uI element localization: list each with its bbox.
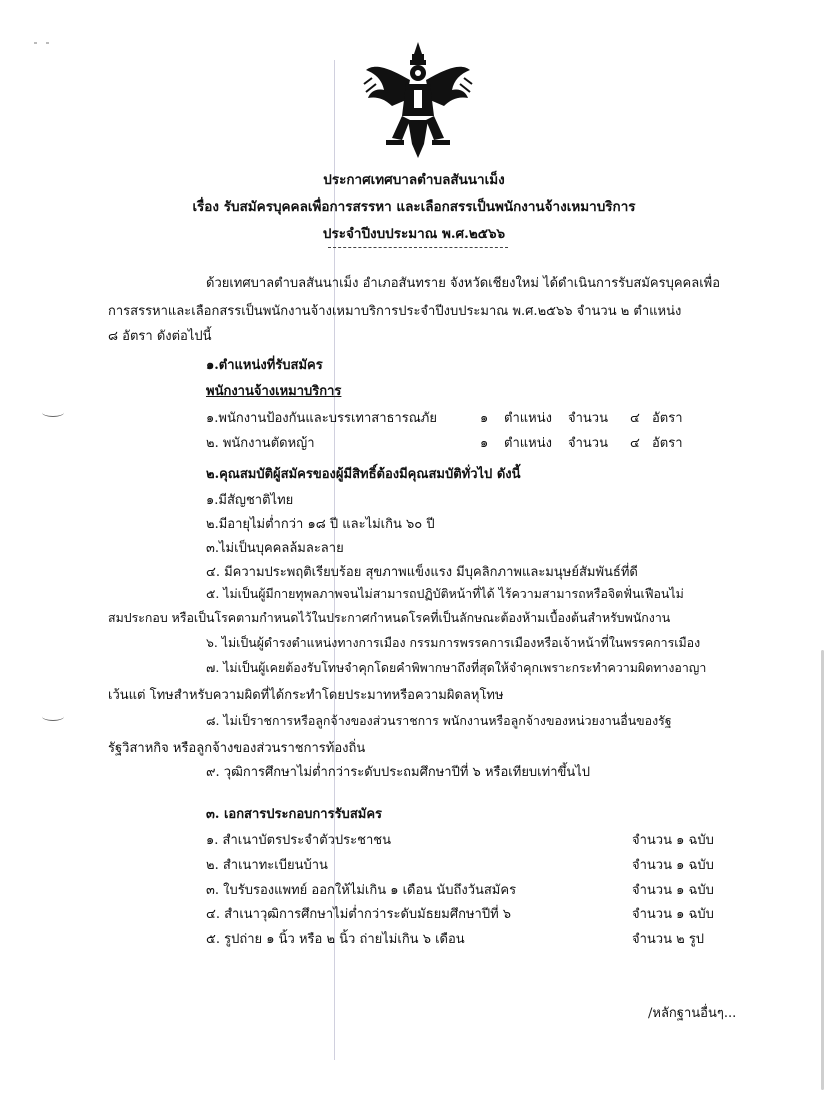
position-qty: ๔: [630, 411, 640, 426]
punch-hole-mark: [42, 408, 64, 417]
qualification-item: ๗. ไม่เป็นผู้เคยต้องรับโทษจำคุกโดยคำพิพากษาถึงที่สุดให้จำคุกเพราะกระทำความผิดทางอาญา: [206, 660, 707, 675]
qualification-item: ๙. วุฒิการศึกษาไม่ต่ำกว่าระดับประถมศึกษาปีที่ ๖ หรือเทียบเท่าขึ้นไป: [206, 765, 591, 780]
punch-hole-mark: [42, 712, 64, 721]
qualification-item: ๘. ไม่เป็ราชการหรือลูกจ้างของส่วนราชการ พนักงานหรือลูกจ้างของหน่วยงานอื่นของรัฐ: [206, 713, 672, 728]
section1-title: ๑.ตำแหน่งที่รับสมัคร: [206, 358, 323, 373]
document-item: ๔. สำเนาวุฒิการศึกษาไม่ต่ำกว่าระดับมัธยมศึกษาปีที่ ๖: [206, 907, 512, 922]
intro-line-2: การสรรหาและเลือกสรรเป็นพนักงานจ้างเหมาบริการประจำปีงบประมาณ พ.ศ.๒๕๖๖ จำนวน ๒ ตำแหน่ง: [108, 304, 682, 319]
section2-title: ๒.คุณสมบัติผู้สมัครของผู้มีสิทธิ์ต้องมีคุณสมบัติทั่วไป ดังนี้: [206, 467, 521, 482]
scan-speck: [34, 42, 37, 44]
position-unit: ตำแหน่ง: [504, 411, 552, 426]
intro-line-3: ๘ อัตรา ดังต่อไปนี้: [108, 329, 212, 344]
header-divider: [328, 247, 508, 248]
document-qty: จำนวน ๑ ฉบับ: [632, 883, 714, 898]
qualification-item: ๒.มีอายุไม่ต่ำกว่า ๑๘ ปี และไม่เกิน ๖๐ ปี: [206, 517, 435, 532]
section3-title: ๓. เอกสารประกอบการรับสมัคร: [206, 807, 382, 822]
document-item: ๓. ใบรับรองแพทย์ ออกให้ไม่เกิน ๑ เดือน นับถึงวันสมัคร: [206, 883, 517, 898]
qualification-item: ๓.ไม่เป็นบุคคลล้มละลาย: [206, 541, 344, 556]
scan-speck: [46, 42, 49, 44]
announcement-org: ประกาศเทศบาลตำบลสันนาเม็ง: [323, 172, 505, 188]
position-count: ๑: [480, 436, 489, 451]
announcement-subject: เรื่อง รับสมัครบุคคลเพื่อการสรรหา และเลือกสรรเป็นพนักงานจ้างเหมาบริการ: [192, 199, 636, 215]
intro-line-1: ด้วยเทศบาลตำบลสันนาเม็ง อำเภอสันทราย จังหวัดเชียงใหม่ ได้ดำเนินการรับสมัครบุคคลเพื่อ: [206, 276, 721, 291]
document-item: ๒. สำเนาทะเบียนบ้าน: [206, 858, 328, 873]
position-qty: ๔: [630, 436, 640, 451]
document-item: ๕. รูปถ่าย ๑ นิ้ว หรือ ๒ นิ้ว ถ่ายไม่เกิน ๖ เดือน: [206, 932, 465, 947]
qualification-item-cont: เว้นแต่ โทษสำหรับความผิดที่ได้กระทำโดยประมาทหรือความผิดลหุโทษ: [108, 688, 504, 703]
document-item: ๑. สำเนาบัตรประจำตัวประชาชน: [206, 833, 391, 848]
document-qty: จำนวน ๒ รูป: [632, 932, 705, 947]
qualification-item-cont: สมประกอบ หรือเป็นโรคตามกำหนดไว้ในประกาศกำหนดโรคที่เป็นลักษณะต้องห้ามเบื้องต้นสำหรับพนักงาน: [108, 610, 671, 625]
qualification-item: ๑.มีสัญชาติไทย: [206, 493, 294, 508]
position-qty-label: จำนวน: [568, 436, 608, 451]
qualification-item: ๕. ไม่เป็นผู้มีกายทุพลภาพจนไม่สามารถปฏิบัติหน้าที่ได้ ไร้ความสามารถหรือจิตฟั่นเฟือนไม่: [206, 586, 684, 601]
qualification-item: ๖. ไม่เป็นผู้ดำรงตำแหน่งทางการเมือง กรรมการพรรคการเมืองหรือเจ้าหน้าที่ในพรรคการเมือง: [206, 635, 701, 650]
announcement-year: ประจำปีงบประมาณ พ.ศ.๒๕๖๖: [322, 226, 506, 242]
document-qty: จำนวน ๑ ฉบับ: [632, 833, 714, 848]
position-qty-unit: อัตรา: [652, 411, 683, 426]
document-qty: จำนวน ๑ ฉบับ: [632, 907, 714, 922]
position-name: ๑.พนักงานป้องกันและบรรเทาสาธารณภัย: [206, 411, 437, 426]
section1-subtitle: พนักงานจ้างเหมาบริการ: [206, 384, 342, 399]
position-name: ๒. พนักงานตัดหญ้า: [206, 436, 315, 451]
position-count: ๑: [480, 411, 489, 426]
continued-note: /หลักฐานอื่นๆ...: [648, 1006, 737, 1021]
garuda-emblem-icon: [362, 40, 474, 162]
position-qty-unit: อัตรา: [652, 436, 683, 451]
scrollbar[interactable]: [821, 650, 824, 1090]
document-qty: จำนวน ๑ ฉบับ: [632, 858, 714, 873]
qualification-item: ๔. มีความประพฤติเรียบร้อย สุขภาพแข็งแรง มีบุคลิกภาพและมนุษย์สัมพันธ์ที่ดี: [206, 565, 638, 580]
position-unit: ตำแหน่ง: [504, 436, 552, 451]
position-qty-label: จำนวน: [568, 411, 608, 426]
qualification-item-cont: รัฐวิสาหกิจ หรือลูกจ้างของส่วนราชการท้องถิ่น: [108, 741, 366, 756]
